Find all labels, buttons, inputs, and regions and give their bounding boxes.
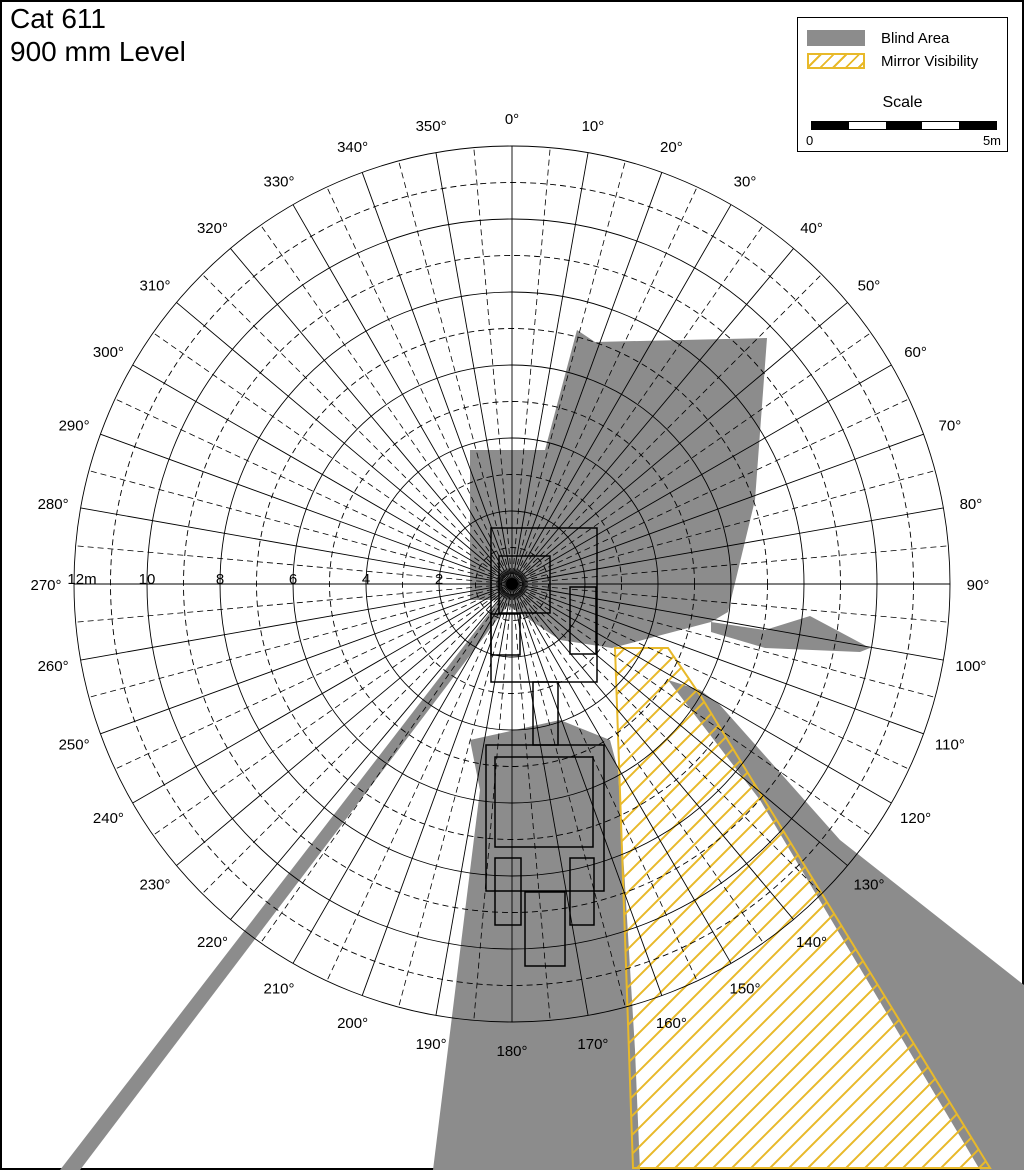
- bearing-label: 300°: [92, 344, 124, 361]
- title-block: [10, 2, 186, 68]
- bearing-label: 190°: [415, 1035, 447, 1053]
- level-subtitle: 900 mm Level: [10, 36, 186, 67]
- bearing-label: 340°: [337, 139, 369, 157]
- distance-label: 12m: [67, 571, 97, 588]
- bearing-label: 130°: [853, 876, 885, 894]
- scale-bar: [811, 121, 997, 130]
- bearing-label: 270°: [30, 577, 62, 594]
- bearing-label: 110°: [934, 736, 965, 754]
- bearing-line: [362, 172, 512, 584]
- bearing-label: 230°: [139, 876, 171, 894]
- distance-label: 6: [288, 571, 298, 588]
- bearing-label: 40°: [800, 220, 823, 238]
- bearing-label: 290°: [58, 417, 90, 435]
- bearing-label: 310°: [139, 277, 171, 295]
- distance-label: 8: [215, 571, 225, 588]
- bearing-label: 80°: [959, 496, 983, 514]
- scale-title: Scale: [882, 94, 923, 111]
- bearing-label: 220°: [196, 933, 228, 951]
- bearing-label: 320°: [196, 220, 228, 238]
- legend-item-blind-area: [807, 29, 949, 47]
- bearing-line: [293, 205, 512, 584]
- bearing-label: 180°: [496, 1043, 528, 1060]
- bearing-line: [133, 365, 512, 584]
- bearing-label: 60°: [904, 344, 927, 361]
- bearing-label: 210°: [263, 980, 295, 998]
- bearing-label: 150°: [729, 980, 761, 998]
- legend: [797, 17, 1008, 152]
- bearing-label: 240°: [92, 810, 124, 827]
- bearing-label: 140°: [796, 933, 828, 951]
- bearing-label: 10°: [581, 118, 605, 136]
- scale-min-label: 0: [806, 133, 814, 148]
- bearing-label: 170°: [577, 1035, 609, 1053]
- bearing-label: 330°: [263, 173, 295, 191]
- blind-area-shapes: [60, 330, 1024, 1170]
- bearing-label: 30°: [733, 173, 757, 191]
- bearing-label: 260°: [37, 657, 69, 675]
- machine-title: Cat 611: [10, 3, 106, 34]
- distance-label: 2: [434, 571, 444, 588]
- distance-label: 10: [138, 571, 156, 588]
- bearing-label: 0°: [504, 111, 520, 128]
- bearing-line: [100, 584, 512, 734]
- bearing-label: 20°: [660, 139, 683, 157]
- bearing-label: 70°: [938, 417, 962, 435]
- blind-area-rear-right: [668, 680, 1024, 1170]
- bearing-line: [133, 584, 512, 803]
- legend-item-mirror-visibility: [807, 52, 978, 70]
- legend-label-mirror-visibility: Mirror Visibility: [881, 52, 979, 70]
- bearing-label: 160°: [655, 1014, 687, 1032]
- blind-area-swatch: [807, 30, 865, 46]
- bearing-label: 100°: [955, 657, 987, 675]
- scale-max-label: 5m: [982, 133, 1001, 148]
- distance-label: 4: [361, 571, 371, 588]
- bearing-label: 280°: [37, 496, 69, 514]
- bearing-label: 200°: [337, 1014, 369, 1032]
- bearing-label: 90°: [966, 577, 990, 594]
- bearing-label: 120°: [900, 810, 932, 827]
- bearing-label: 350°: [415, 118, 447, 136]
- legend-label-blind-area: Blind Area: [881, 29, 950, 47]
- bearing-line: [100, 434, 512, 584]
- blind-area-right-arm: [711, 616, 870, 652]
- mirror-visibility-swatch: [807, 53, 865, 69]
- bearing-label: 50°: [857, 277, 881, 295]
- mirror-hatch-line: [600, 0, 1010, 8]
- bearing-label: 250°: [58, 736, 90, 754]
